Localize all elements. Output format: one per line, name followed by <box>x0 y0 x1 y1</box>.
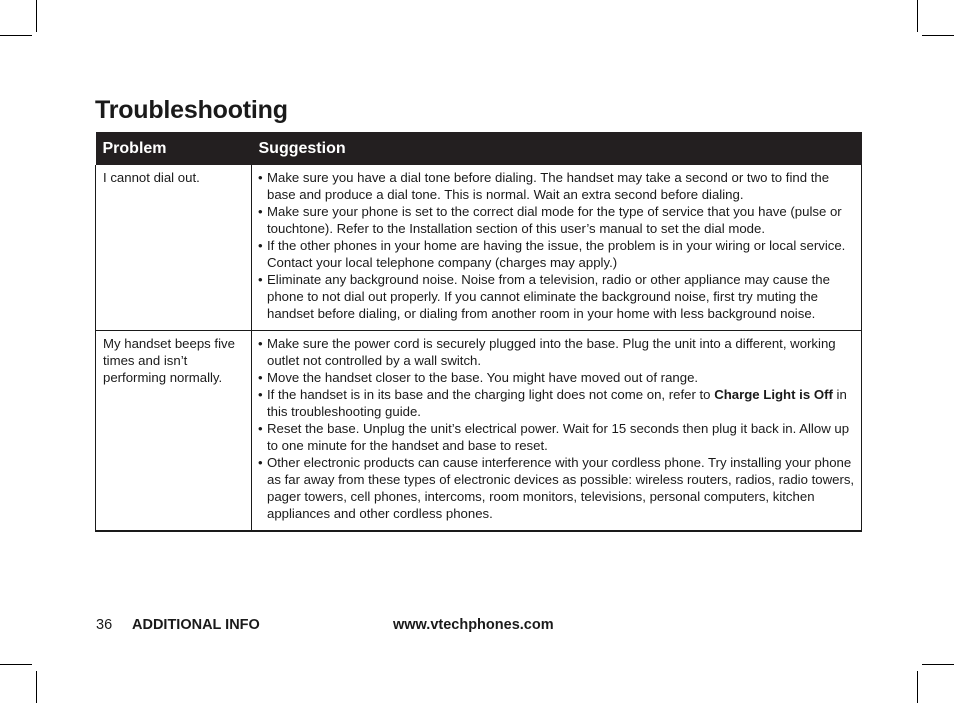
troubleshooting-table <box>95 132 862 532</box>
table-row <box>96 331 862 532</box>
crop-mark <box>922 35 954 36</box>
table-row <box>96 165 862 331</box>
suggestion-text: Make sure your phone is set to the correct dial mode for the type of service that you have (pulse or touchtone). Refer to the Installation section of this user’s manual to set the dial mode. <box>267 204 842 236</box>
crop-mark <box>922 664 954 665</box>
suggestion-item <box>258 203 855 237</box>
website-url: www.vtechphones.com <box>393 617 554 633</box>
column-header-suggestion: Suggestion <box>252 132 862 165</box>
table-header-row <box>96 132 862 165</box>
suggestion-text: If the other phones in your home are having the issue, the problem is in your wiring or local service. Contact your local telephone company (charges may apply.) <box>267 238 846 270</box>
suggestion-cell <box>252 331 862 532</box>
crop-mark <box>36 671 37 703</box>
page-title: Troubleshooting <box>95 96 288 124</box>
problem-cell: I cannot dial out. <box>96 165 252 331</box>
crop-mark <box>917 0 918 32</box>
crop-mark <box>0 664 32 665</box>
crop-mark <box>917 671 918 703</box>
page-number: 36 <box>96 617 113 633</box>
suggestion-item <box>258 386 855 420</box>
suggestion-item <box>258 169 855 203</box>
suggestion-text: Move the handset closer to the base. You might have moved out of range. <box>267 370 699 385</box>
suggestion-cell <box>252 165 862 331</box>
suggestion-text: Eliminate any background noise. Noise from a television, radio or other appliance may cause the phone to not dial out properly. If you cannot eliminate the background noise, first try muting the handset before dialing, or dialing from another room in your home with less background noise. <box>267 272 830 321</box>
column-header-problem: Problem <box>96 132 252 165</box>
suggestion-text: Make sure you have a dial tone before dialing. The handset may take a second or two to find the base and produce a dial tone. This is normal. Wait an extra second before dialing. <box>267 170 830 202</box>
suggestion-item <box>258 454 855 522</box>
suggestion-text: Make sure the power cord is securely plugged into the base. Plug the unit into a different, working outlet not controlled by a wall switch. <box>267 336 836 368</box>
section-label: ADDITIONAL INFO <box>132 617 260 633</box>
crop-mark <box>36 0 37 32</box>
cross-reference: Charge Light is Off <box>714 387 833 402</box>
suggestion-text: in this troubleshooting guide. <box>267 387 847 419</box>
suggestion-item <box>258 271 855 322</box>
suggestion-item <box>258 237 855 271</box>
problem-cell: My handset beeps five times and isn’t performing normally. <box>96 331 252 532</box>
suggestion-item <box>258 335 855 369</box>
suggestion-text: Other electronic products can cause interference with your cordless phone. Try installing your phone as far away from these types of electronic devices as possible: wireless routers, radios, radio towers, pager towers, cell phones, intercoms, room monitors, televisions, personal computers, kitchen appliances and other cordless phones. <box>267 455 855 521</box>
suggestion-text: Reset the base. Unplug the unit’s electrical power. Wait for 15 seconds then plug it back in. Allow up to one minute for the handset and base to reset. <box>267 421 850 453</box>
suggestion-item <box>258 369 855 386</box>
suggestion-text: If the handset is in its base and the charging light does not come on, refer to <box>267 387 715 402</box>
suggestion-item <box>258 420 855 454</box>
crop-mark <box>0 35 32 36</box>
